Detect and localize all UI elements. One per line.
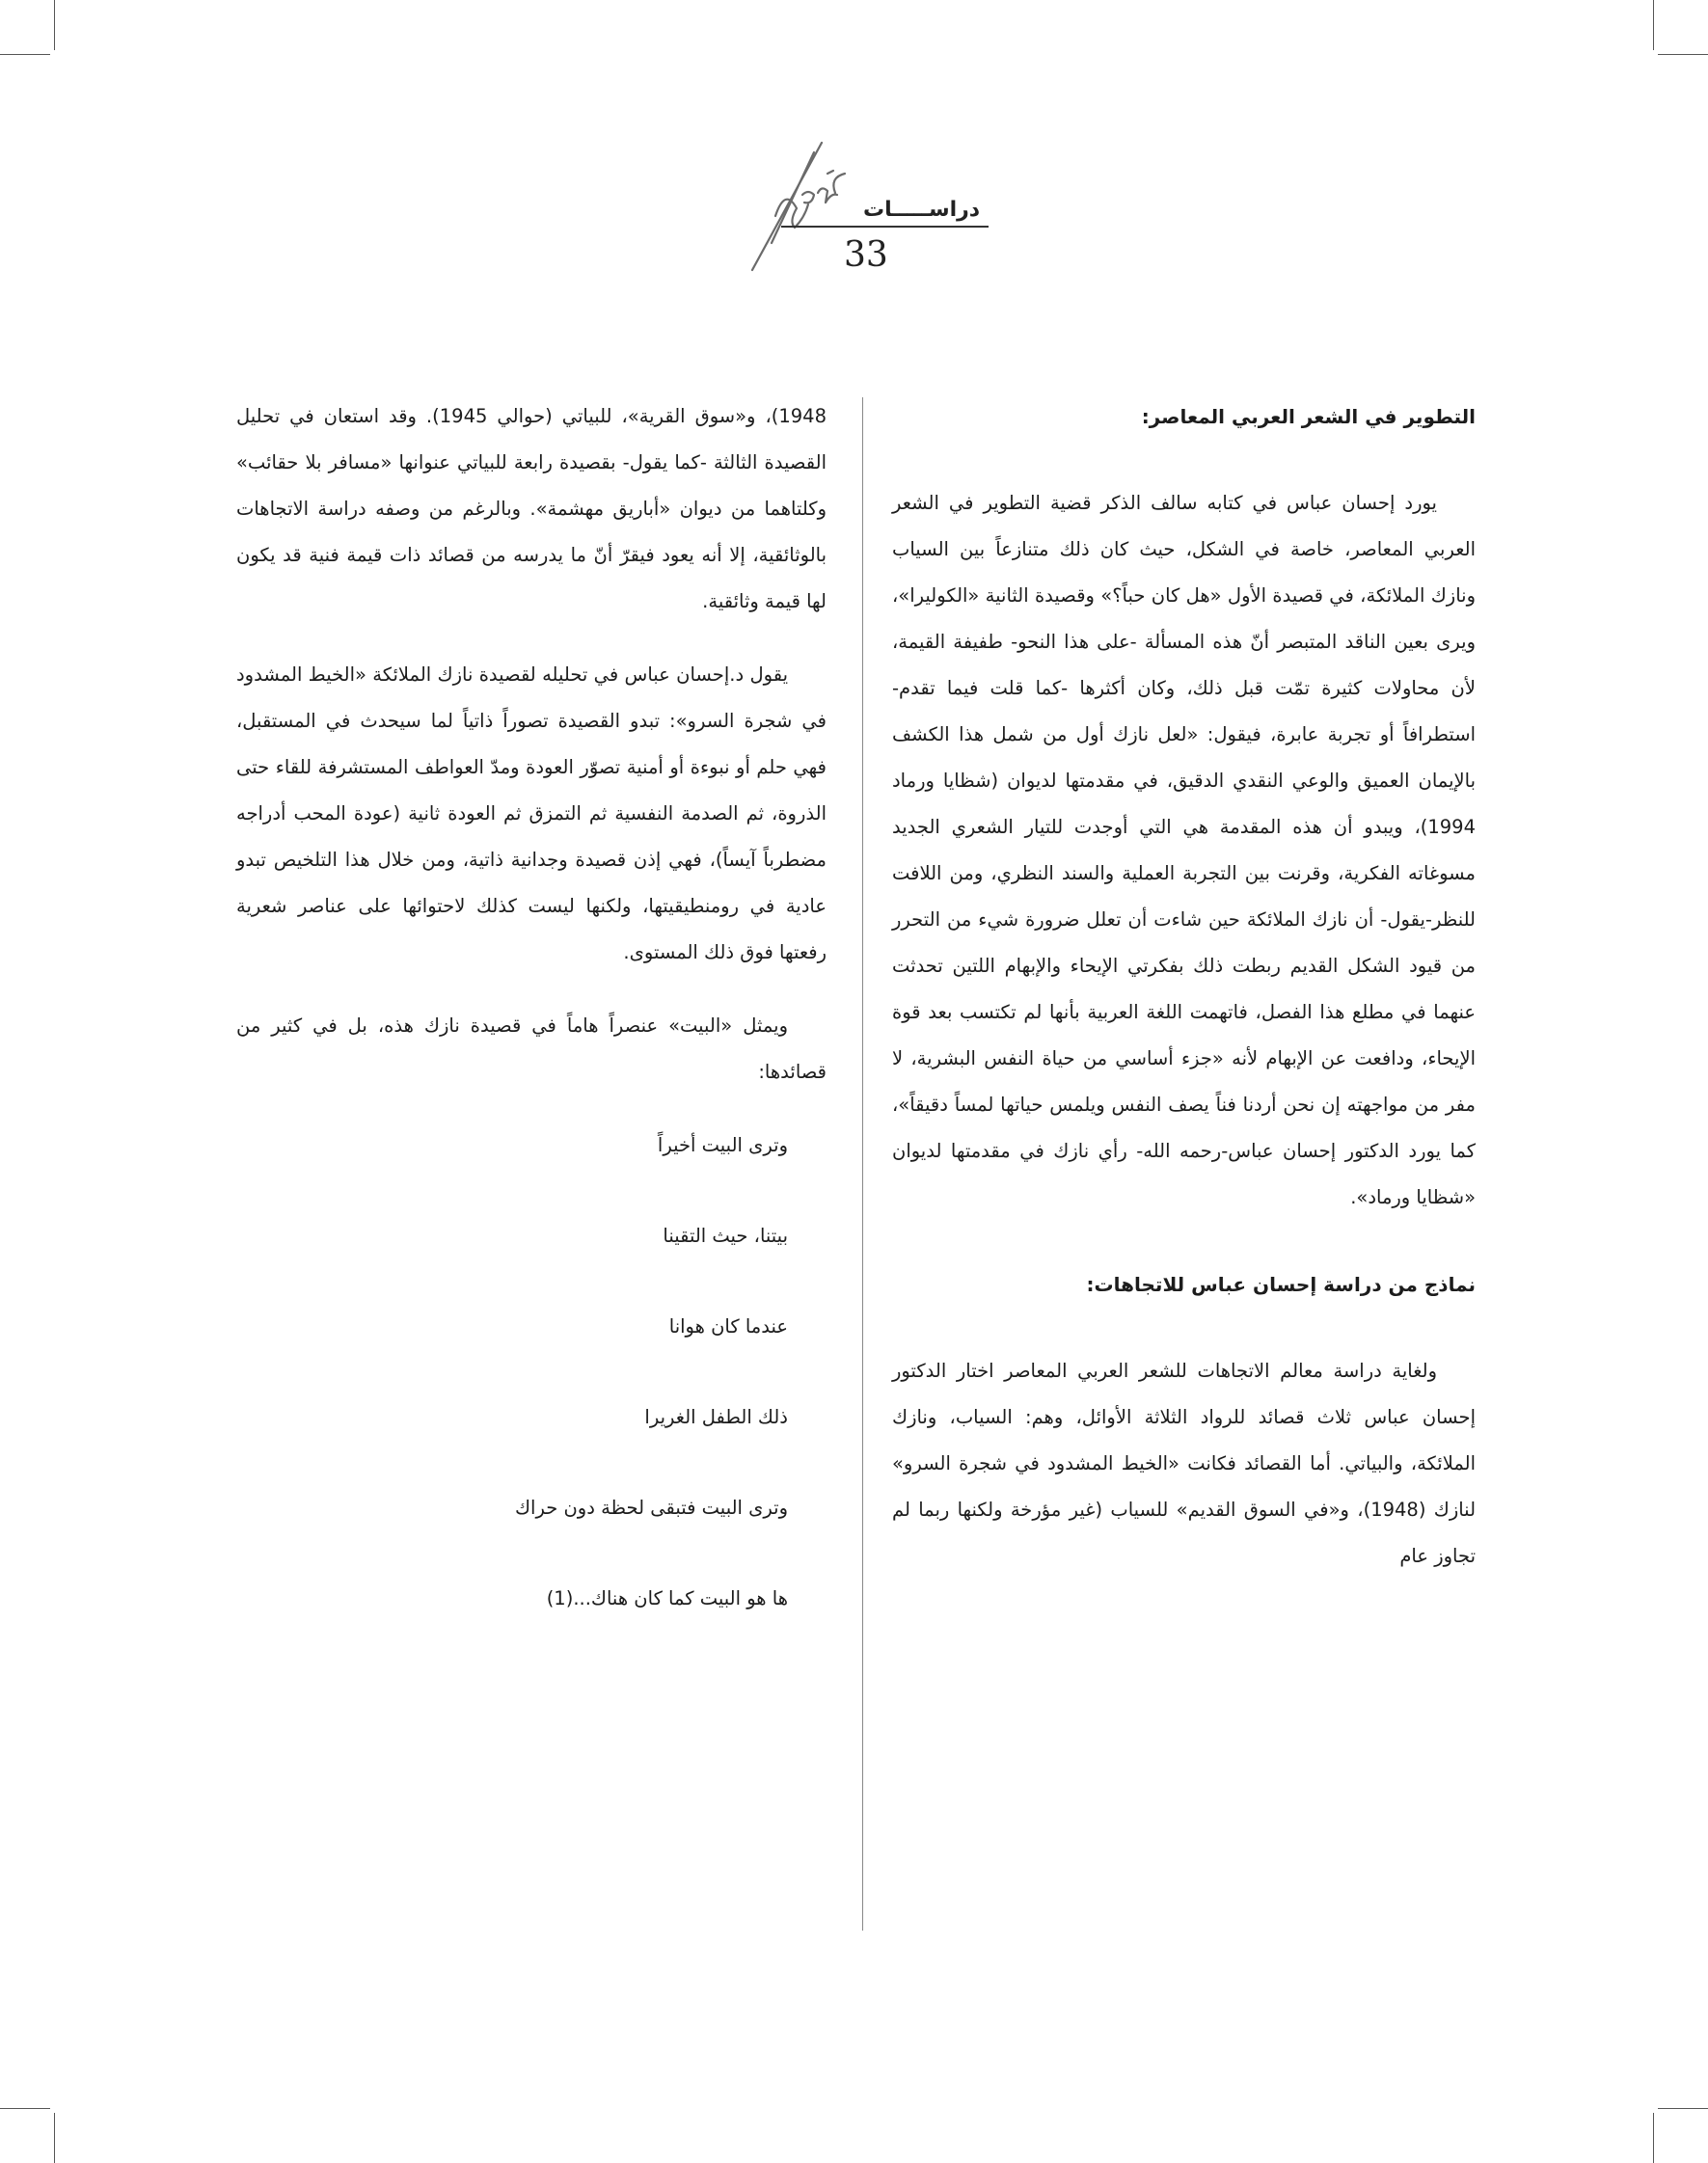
right-column <box>892 393 1476 1580</box>
poem-verse: عندما كان هوانا <box>668 1315 788 1338</box>
body-paragraph: ويمثل «البيت» عنصراً هاماً في قصيدة نازك هذه، بل في كثير من قصائدها: <box>236 1014 827 1083</box>
poem-excerpt <box>236 1122 827 1622</box>
poem-verse: وترى البيت أخيراً <box>657 1134 788 1156</box>
section-heading: التطوير في الشعر العربي المعاصر: <box>1141 405 1476 428</box>
crop-mark <box>54 2113 55 2163</box>
body-paragraph: 1948)، و«سوق القرية»، للبياتي (حوالي 1945). وقد استعان في تحليل القصيدة الثالثة -كما يقول- بقصيدة رابعة للبياتي عنوانها «مسافر بلا حقائب» وكلتاهما من ديوان «أباريق مهشمة». وبالرغم من وصفه دراسة الاتجاهات بالوثائقية، إلا أنه يعود فيقرّ أنّ ما يدرسه من قصائد ذات قيمة فنية قد يكون لها قيمة وثائقية. <box>236 405 827 612</box>
crop-mark <box>1653 0 1654 50</box>
page-number: 33 <box>844 235 888 275</box>
poem-verse: بيتنا، حيث التقينا <box>663 1225 788 1247</box>
poem-verse: ها هو البيت كما كان هناك...(1) <box>546 1587 788 1609</box>
crop-mark <box>1658 54 1708 55</box>
crop-mark <box>0 54 50 55</box>
body-paragraph: يقول د.إحسان عباس في تحليله لقصيدة نازك الملائكة «الخيط المشدود في شجرة السرو»: تبدو القصيدة تصوراً ذاتياً لما سيحدث في المستقبل، فهي حلم أو نبوءة أو أمنية تصوّر العودة ومدّ العواطف المستشرفة للقاء حتى الذروة، ثم الصدمة النفسية ثم التمزق ثم العودة ثانية (عودة المحب أدراجه مضطرباً آيساً)، فهي إذن قصيدة وجدانية ذاتية، ومن خلال هذا التلخيص تبدو عادية في رومنطيقيتها، ولكنها ليست كذلك لاحتوائها على عناصر شعرية رفعتها فوق ذلك المستوى. <box>236 663 827 963</box>
section-label: دراســـــات <box>863 198 981 222</box>
crop-mark <box>1653 2113 1654 2163</box>
crop-mark <box>54 0 55 50</box>
crop-mark <box>1658 2108 1708 2109</box>
body-paragraph: ولغاية دراسة معالم الاتجاهات للشعر العربي المعاصر اختار الدكتور إحسان عباس ثلاث قصائد للرواد الثلاثة الأوائل، وهم: السياب، ونازك الملائكة، والبياتي. أما القصائد فكانت «الخيط المشدود في شجرة السرو» لنازك (1948)، و«في السوق القديم» للسياب (غير مؤرخة ولكنها ربما لم تجاوز عام <box>892 1360 1477 1567</box>
header-rule <box>781 226 989 228</box>
section-heading: نماذج من دراسة إحسان عباس للاتجاهات: <box>1086 1273 1476 1296</box>
poem-verse: ذلك الطفل الغريرا <box>644 1406 788 1428</box>
column-divider <box>862 397 863 1931</box>
body-paragraph: يورد إحسان عباس في كتابه سالف الذكر قضية التطوير في الشعر العربي المعاصر، خاصة في الشكل، حيث كان ذلك متنازعاً بين السياب ونازك الملائكة، في قصيدة الأول «هل كان حباً؟» وقصيدة الثانية «الكوليرا»، ويرى بعين الناقد المتبصر أنّ هذه المسألة -على هذا النحو- طفيفة القيمة، لأن محاولات كثيرة تمّت قبل ذلك، وكان أكثرها -كما قلت فيما تقدم- استطرافاً أو تجربة عابرة، فيقول: «لعل نازك أول من شمل هذا الكشف بالإيمان العميق والوعي النقدي الدقيق، في مقدمتها لديوان (شظايا ورماد 1994)، ويبدو أن هذه المقدمة هي التي أوجدت للتيار الشعري الجديد مسوغاته الفكرية، وقرنت بين التجربة العملية والسند النظري، ومن اللافت للنظر-يقول- أن نازك الملائكة حين شاءت أن تعلل ضرورة شيء من التحرر من قيود الشكل القديم ربطت ذلك بفكرتي الإيحاء والإبهام اللتين تحدثت عنهما في مطلع هذا الفصل، فاتهمت اللغة العربية بأنها لم تكتسب بعد قوة الإيحاء، ودافعت عن الإبهام لأنه «جزء أساسي من حياة النفس البشرية، لا مفر من مواجهته إن نحن أردنا فناً يصف النفس ويلمس حياتها لمساً دقيقاً»، كما يورد الدكتور إحسان عباس-رحمه الله- رأي نازك في مقدمتها لديوان «شظايا ورماد». <box>892 492 1476 1208</box>
running-header <box>714 135 1003 289</box>
crop-mark <box>0 2108 50 2109</box>
poem-verse: وترى البيت فتبقى لحظة دون حراك <box>514 1497 788 1519</box>
left-column <box>236 393 827 1622</box>
